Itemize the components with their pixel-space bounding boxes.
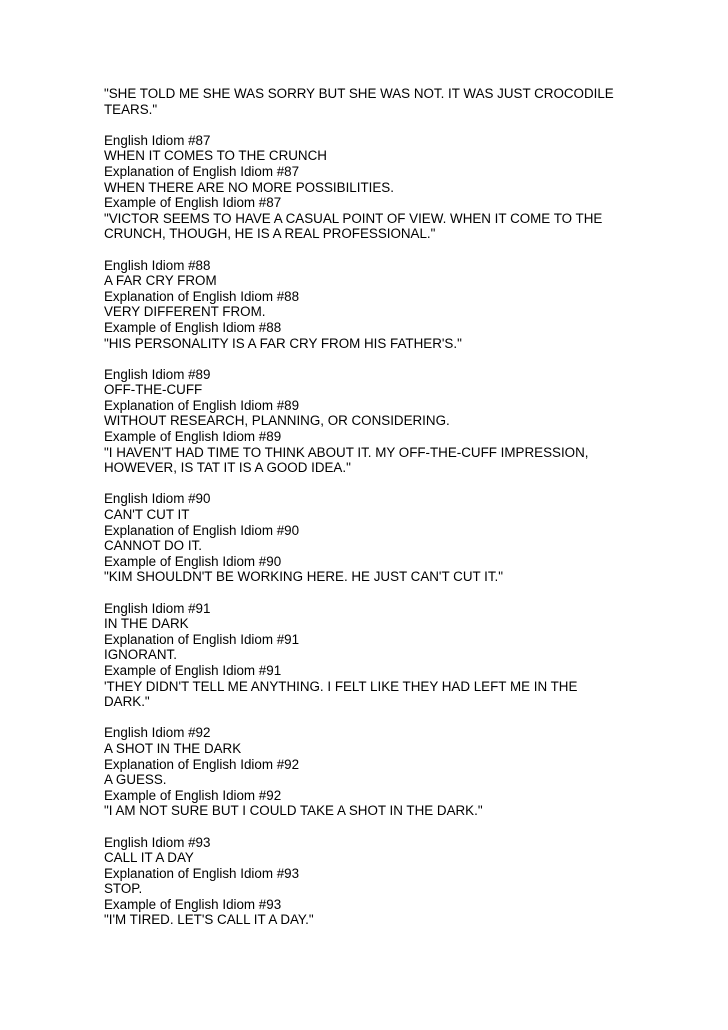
explanation-text: IGNORANT.	[104, 647, 177, 663]
idiom-heading: English Idiom #91	[104, 600, 211, 616]
document-page	[104, 86, 704, 944]
explanation-label: Explanation of English Idiom #93	[104, 865, 300, 881]
example-text: 'THEY DIDN'T TELL ME ANYTHING. I FELT LIKE THEY HAD LEFT ME IN THE	[104, 678, 578, 694]
idiom-phrase: A SHOT IN THE DARK	[104, 740, 242, 756]
example-label: Example of English Idiom #93	[104, 896, 282, 912]
explanation-label: Explanation of English Idiom #87	[104, 163, 300, 179]
example-label: Example of English Idiom #88	[104, 319, 282, 335]
idiom-entry	[104, 601, 704, 710]
idiom-entry	[104, 725, 704, 819]
explanation-label: Explanation of English Idiom #88	[104, 288, 300, 304]
idiom-phrase: WHEN IT COMES TO THE CRUNCH	[104, 148, 327, 164]
explanation-label: Explanation of English Idiom #89	[104, 397, 300, 413]
idiom-heading: English Idiom #88	[104, 257, 211, 273]
example-text: "HIS PERSONALITY IS A FAR CRY FROM HIS FATHER'S."	[104, 335, 462, 351]
idiom-entry	[104, 491, 704, 585]
idiom-phrase: OFF-THE-CUFF	[104, 382, 203, 398]
explanation-text: VERY DIFFERENT FROM.	[104, 304, 266, 320]
example-label: Example of English Idiom #91	[104, 662, 282, 678]
example-text: "VICTOR SEEMS TO HAVE A CASUAL POINT OF VIEW. WHEN IT COME TO THE	[104, 210, 603, 226]
intro-example	[104, 86, 704, 117]
example-text: "KIM SHOULDN'T BE WORKING HERE. HE JUST CAN'T CUT IT."	[104, 569, 504, 585]
idiom-entry	[104, 835, 704, 929]
explanation-text: CANNOT DO IT.	[104, 538, 202, 554]
explanation-text: A GUESS.	[104, 772, 167, 788]
idiom-phrase: A FAR CRY FROM	[104, 273, 217, 289]
explanation-text: STOP.	[104, 881, 143, 897]
explanation-text: WITHOUT RESEARCH, PLANNING, OR CONSIDERING.	[104, 413, 450, 429]
example-label: Example of English Idiom #92	[104, 787, 282, 803]
example-text: "I AM NOT SURE BUT I COULD TAKE A SHOT IN THE DARK."	[104, 803, 483, 819]
idiom-heading: English Idiom #92	[104, 725, 211, 741]
idiom-entry	[104, 133, 704, 242]
example-text: DARK."	[104, 694, 150, 710]
idiom-phrase: CAN'T CUT IT	[104, 507, 190, 523]
explanation-label: Explanation of English Idiom #92	[104, 756, 300, 772]
idiom-heading: English Idiom #90	[104, 491, 211, 507]
idiom-phrase: CALL IT A DAY	[104, 850, 194, 866]
example-label: Example of English Idiom #89	[104, 429, 282, 445]
idiom-heading: English Idiom #89	[104, 366, 211, 382]
explanation-label: Explanation of English Idiom #90	[104, 522, 300, 538]
example-text: "SHE TOLD ME SHE WAS SORRY BUT SHE WAS NOT. IT WAS JUST CROCODILE	[104, 86, 614, 101]
idiom-phrase: IN THE DARK	[104, 616, 189, 632]
example-text: TEARS."	[104, 101, 158, 117]
example-text: "I HAVEN'T HAD TIME TO THINK ABOUT IT. MY OFF-THE-CUFF IMPRESSION,	[104, 444, 589, 460]
explanation-text: WHEN THERE ARE NO MORE POSSIBILITIES.	[104, 179, 394, 195]
idiom-heading: English Idiom #93	[104, 834, 211, 850]
idiom-entry	[104, 258, 704, 352]
example-text: "I'M TIRED. LET'S CALL IT A DAY."	[104, 912, 314, 928]
example-label: Example of English Idiom #90	[104, 553, 282, 569]
explanation-label: Explanation of English Idiom #91	[104, 631, 300, 647]
example-text: HOWEVER, IS TAT IT IS A GOOD IDEA."	[104, 460, 351, 476]
idiom-entry	[104, 367, 704, 476]
idiom-heading: English Idiom #87	[104, 132, 211, 148]
example-text: CRUNCH, THOUGH, HE IS A REAL PROFESSIONAL."	[104, 226, 436, 242]
example-label: Example of English Idiom #87	[104, 195, 282, 211]
